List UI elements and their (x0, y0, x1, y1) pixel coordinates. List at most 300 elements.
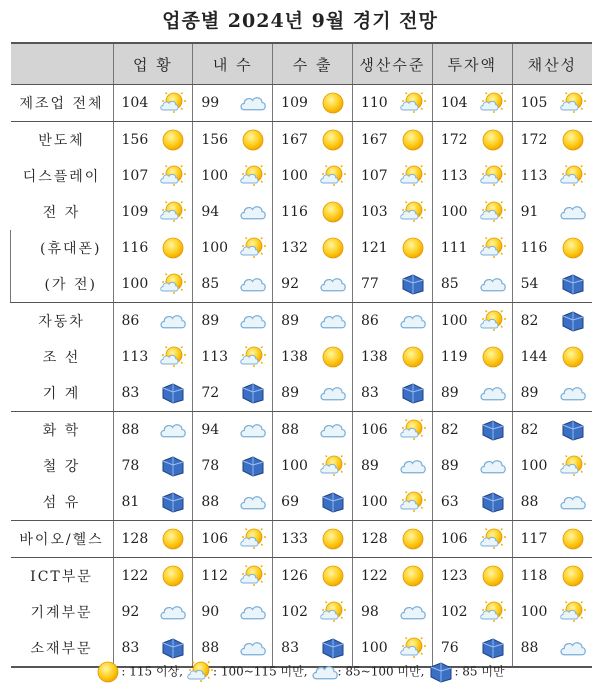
cell-production (352, 303, 432, 340)
index-value: 100 (281, 458, 308, 474)
sun-icon (560, 128, 586, 152)
sun-icon (320, 564, 346, 588)
header-domestic: 내 수 (193, 43, 273, 85)
index-value: 89 (440, 458, 459, 474)
sun-cloud-icon (480, 309, 506, 333)
cell-profitability (512, 594, 592, 630)
sun-cloud-icon (240, 527, 266, 551)
sun-icon (400, 527, 426, 551)
header-profitability: 채산성 (512, 43, 592, 85)
index-value: 89 (281, 313, 299, 329)
cell-profitability (512, 521, 592, 558)
cell-export (273, 158, 353, 194)
cell-domestic (193, 448, 273, 484)
cell-production (352, 194, 432, 230)
cell-investment (432, 194, 512, 230)
sun-icon (480, 345, 506, 369)
rain-icon (560, 309, 586, 333)
header-corner (11, 43, 114, 85)
row-label: 화 학 (42, 423, 81, 439)
cell-production (352, 412, 432, 449)
row-label: (휴대폰) (11, 230, 114, 266)
index-value: 88 (201, 640, 220, 656)
sun-icon (320, 236, 346, 260)
legend-label: : 100~115 미만, (212, 664, 308, 679)
cloud-icon (480, 454, 506, 478)
cloud-icon (240, 636, 266, 660)
cell-export (273, 194, 353, 230)
table-row (11, 194, 593, 230)
rain-icon (320, 490, 346, 514)
index-value: 100 (440, 204, 468, 220)
rain-icon (400, 272, 426, 296)
sun-cloud-icon (240, 236, 266, 260)
row-label: 자동차 (38, 314, 85, 330)
index-value: 83 (360, 385, 379, 401)
rain-icon (240, 381, 266, 405)
cell-production (352, 339, 432, 375)
legend-label: : 85~100 미만, (337, 664, 425, 679)
cell-investment (432, 85, 512, 122)
index-value: 104 (121, 95, 149, 111)
cell-industry-condition (113, 484, 193, 521)
cell-domestic (193, 266, 273, 303)
index-value: 100 (281, 168, 308, 184)
cloud-icon (312, 660, 338, 684)
sun-cloud-icon (400, 164, 426, 188)
index-value: 78 (121, 458, 140, 474)
index-value: 77 (360, 276, 379, 292)
cell-industry-condition (113, 85, 193, 122)
cell-investment (432, 122, 512, 159)
table-row (11, 339, 593, 375)
index-value: 85 (201, 276, 220, 292)
index-value: 78 (201, 458, 220, 474)
index-value: 133 (281, 531, 308, 547)
index-value: 106 (440, 531, 468, 547)
sun-cloud-icon (160, 200, 186, 224)
table-row (11, 375, 593, 412)
cell-production (352, 158, 432, 194)
sun-cloud-icon (400, 200, 426, 224)
sun-cloud-icon (560, 164, 586, 188)
sun-icon (95, 660, 121, 684)
cloud-icon (480, 381, 506, 405)
index-value: 86 (121, 313, 140, 329)
cell-export (273, 339, 353, 375)
row-label: (가 전) (11, 266, 114, 303)
row-label: 기계부문 (30, 605, 93, 621)
cell-industry-condition (113, 194, 193, 230)
index-value: 132 (281, 240, 308, 256)
cell-export (273, 448, 353, 484)
sun-cloud-icon (480, 600, 506, 624)
sun-icon (320, 200, 346, 224)
cloud-icon (480, 272, 506, 296)
sun-icon (160, 236, 186, 260)
index-value: 113 (440, 168, 468, 184)
cell-industry-condition (113, 448, 193, 484)
index-value: 89 (201, 313, 220, 329)
header-production: 생산수준 (352, 43, 432, 85)
index-value: 89 (360, 458, 379, 474)
index-value: 54 (520, 276, 539, 292)
cell-profitability (512, 558, 592, 595)
index-value: 92 (121, 604, 140, 620)
index-value: 83 (281, 640, 299, 656)
cloud-icon (400, 309, 426, 333)
sun-cloud-icon (560, 454, 586, 478)
cell-production (352, 448, 432, 484)
cell-industry-condition (113, 594, 193, 630)
cell-domestic (193, 594, 273, 630)
cell-export (273, 303, 353, 340)
index-value: 122 (121, 568, 149, 584)
sun-icon (400, 128, 426, 152)
header-export: 수 출 (273, 43, 353, 85)
index-value: 89 (281, 385, 299, 401)
rain-icon (480, 418, 506, 442)
cell-investment (432, 448, 512, 484)
cell-production (352, 521, 432, 558)
header-industry-condition: 업 황 (113, 43, 193, 85)
table-row (11, 303, 593, 340)
legend-item (95, 660, 183, 684)
rain-icon (320, 636, 346, 660)
cloud-icon (240, 600, 266, 624)
cell-domestic (193, 122, 273, 159)
sun-icon (560, 345, 586, 369)
sun-icon (320, 345, 346, 369)
index-value: 105 (520, 95, 548, 111)
cloud-icon (400, 600, 426, 624)
index-value: 122 (360, 568, 388, 584)
cloud-icon (240, 272, 266, 296)
index-value: 92 (281, 276, 299, 292)
sun-cloud-icon (240, 164, 266, 188)
sun-icon (160, 564, 186, 588)
index-value: 172 (520, 132, 548, 148)
cloud-icon (240, 309, 266, 333)
cell-domestic (193, 339, 273, 375)
cell-industry-condition (113, 558, 193, 595)
cell-industry-condition (113, 158, 193, 194)
index-value: 88 (281, 422, 299, 438)
index-value: 113 (201, 349, 229, 365)
index-value: 83 (121, 385, 140, 401)
table-row (11, 122, 593, 159)
index-value: 109 (121, 204, 149, 220)
cell-investment (432, 412, 512, 449)
row-label: 반도체 (38, 133, 85, 149)
cell-investment (432, 375, 512, 412)
index-value: 103 (360, 204, 388, 220)
rain-icon (240, 454, 266, 478)
index-value: 128 (121, 531, 149, 547)
sun-icon (320, 128, 346, 152)
sun-icon (560, 236, 586, 260)
index-value: 106 (201, 531, 229, 547)
cell-investment (432, 594, 512, 630)
index-value: 116 (281, 204, 308, 220)
cloud-icon (240, 91, 266, 115)
cloud-icon (160, 309, 186, 333)
cloud-icon (400, 454, 426, 478)
sun-cloud-icon (160, 345, 186, 369)
sun-cloud-icon (480, 200, 506, 224)
index-value: 107 (121, 168, 149, 184)
sun-icon (320, 527, 346, 551)
sun-cloud-icon (480, 236, 506, 260)
index-value: 123 (440, 568, 468, 584)
cloud-icon (240, 200, 266, 224)
index-value: 63 (440, 494, 459, 510)
cell-profitability (512, 339, 592, 375)
sun-cloud-icon (187, 660, 213, 684)
legend-item (428, 660, 504, 684)
sun-cloud-icon (560, 91, 586, 115)
table-row (11, 230, 593, 266)
index-value: 94 (201, 422, 220, 438)
index-value: 98 (360, 604, 379, 620)
cell-profitability (512, 85, 592, 122)
cloud-icon (560, 200, 586, 224)
row-label: 디스플레이 (22, 169, 101, 185)
index-value: 82 (520, 313, 539, 329)
cell-investment (432, 303, 512, 340)
index-value: 100 (440, 313, 468, 329)
rain-icon (480, 636, 506, 660)
index-value: 111 (440, 240, 468, 256)
cell-export (273, 122, 353, 159)
index-value: 109 (281, 95, 308, 111)
index-value: 116 (121, 240, 149, 256)
index-value: 128 (360, 531, 388, 547)
cell-export (273, 594, 353, 630)
cloud-icon (560, 636, 586, 660)
index-value: 106 (360, 422, 388, 438)
cell-domestic (193, 412, 273, 449)
cell-export (273, 85, 353, 122)
index-value: 88 (121, 422, 140, 438)
index-value: 89 (440, 385, 459, 401)
cell-profitability (512, 158, 592, 194)
sun-cloud-icon (560, 600, 586, 624)
sun-cloud-icon (400, 91, 426, 115)
cell-investment (432, 339, 512, 375)
table-row (11, 158, 593, 194)
table-row (11, 594, 593, 630)
cell-profitability (512, 266, 592, 303)
legend-item (312, 660, 425, 684)
index-value: 104 (440, 95, 468, 111)
sun-icon (240, 128, 266, 152)
cell-export (273, 558, 353, 595)
cell-production (352, 558, 432, 595)
legend (0, 660, 600, 684)
cell-profitability (512, 303, 592, 340)
rain-icon (160, 454, 186, 478)
legend-item (187, 660, 308, 684)
sun-cloud-icon (480, 91, 506, 115)
index-value: 83 (121, 640, 140, 656)
index-value: 156 (121, 132, 149, 148)
index-value: 117 (520, 531, 548, 547)
cell-industry-condition (113, 266, 193, 303)
index-value: 102 (281, 604, 308, 620)
index-value: 90 (201, 604, 220, 620)
index-value: 100 (121, 276, 149, 292)
sun-icon (560, 527, 586, 551)
cloud-icon (240, 490, 266, 514)
row-label: 철 강 (42, 459, 81, 475)
sun-icon (160, 527, 186, 551)
sun-icon (400, 236, 426, 260)
sun-cloud-icon (240, 564, 266, 588)
sun-icon (160, 128, 186, 152)
index-value: 100 (360, 640, 388, 656)
cloud-icon (560, 490, 586, 514)
cell-production (352, 375, 432, 412)
index-value: 91 (520, 204, 539, 220)
cell-export (273, 266, 353, 303)
cell-profitability (512, 375, 592, 412)
cell-export (273, 521, 353, 558)
sun-cloud-icon (160, 272, 186, 296)
index-value: 99 (201, 95, 220, 111)
sun-icon (560, 564, 586, 588)
cloud-icon (320, 381, 346, 405)
sun-icon (400, 345, 426, 369)
row-label: 섬 유 (11, 484, 114, 521)
sun-icon (480, 128, 506, 152)
index-value: 76 (440, 640, 459, 656)
sun-icon (400, 564, 426, 588)
sun-cloud-icon (480, 164, 506, 188)
rain-icon (428, 660, 454, 684)
cloud-icon (160, 418, 186, 442)
row-label: 바이오/헬스 (11, 521, 114, 558)
cloud-icon (160, 600, 186, 624)
cell-production (352, 484, 432, 521)
row-label: 소재부문 (11, 630, 114, 667)
cell-investment (432, 558, 512, 595)
index-value: 81 (121, 494, 140, 510)
page-title: 업종별 2024년 9월 경기 전망 (162, 10, 438, 32)
index-value: 113 (520, 168, 548, 184)
cell-domestic (193, 375, 273, 412)
cell-domestic (193, 521, 273, 558)
index-value: 102 (440, 604, 468, 620)
sun-cloud-icon (320, 164, 346, 188)
cloud-icon (240, 418, 266, 442)
cell-profitability (512, 194, 592, 230)
cell-industry-condition (113, 521, 193, 558)
cell-industry-condition (113, 412, 193, 449)
cell-production (352, 594, 432, 630)
index-value: 172 (440, 132, 468, 148)
index-value: 69 (281, 494, 299, 510)
index-value: 144 (520, 349, 548, 365)
cell-production (352, 230, 432, 266)
index-value: 86 (360, 313, 379, 329)
index-value: 82 (440, 422, 459, 438)
table-row (11, 266, 593, 303)
rain-icon (160, 490, 186, 514)
sun-icon (480, 564, 506, 588)
sun-icon (320, 91, 346, 115)
legend-label: : 115 이상, (121, 664, 183, 679)
cell-domestic (193, 558, 273, 595)
cell-domestic (193, 484, 273, 521)
cell-industry-condition (113, 375, 193, 412)
index-value: 88 (520, 640, 539, 656)
header-investment: 투자액 (432, 43, 512, 85)
table-row (11, 558, 593, 595)
index-value: 118 (520, 568, 548, 584)
table-row (11, 85, 593, 122)
cell-industry-condition (113, 230, 193, 266)
cell-domestic (193, 194, 273, 230)
sun-cloud-icon (240, 345, 266, 369)
cell-export (273, 375, 353, 412)
index-value: 100 (520, 604, 548, 620)
index-value: 88 (201, 494, 220, 510)
forecast-table (10, 42, 592, 668)
index-value: 112 (201, 568, 229, 584)
table-row (11, 448, 593, 484)
index-value: 167 (360, 132, 388, 148)
row-label: 기 계 (11, 375, 114, 412)
cell-investment (432, 521, 512, 558)
index-value: 94 (201, 204, 220, 220)
index-value: 138 (360, 349, 388, 365)
row-label: 조 선 (42, 350, 81, 366)
index-value: 100 (201, 240, 229, 256)
sun-cloud-icon (160, 164, 186, 188)
rain-icon (160, 381, 186, 405)
index-value: 121 (360, 240, 388, 256)
header-row (11, 43, 593, 85)
cell-profitability (512, 412, 592, 449)
rain-icon (400, 381, 426, 405)
cell-export (273, 412, 353, 449)
sun-cloud-icon (400, 636, 426, 660)
index-value: 156 (201, 132, 229, 148)
row-label: 제조업 전체 (11, 85, 114, 122)
sun-cloud-icon (320, 454, 346, 478)
cell-production (352, 122, 432, 159)
rain-icon (560, 272, 586, 296)
cell-production (352, 266, 432, 303)
sun-cloud-icon (160, 91, 186, 115)
cell-investment (432, 266, 512, 303)
rain-icon (480, 490, 506, 514)
index-value: 126 (281, 568, 308, 584)
sun-cloud-icon (400, 418, 426, 442)
index-value: 100 (201, 168, 229, 184)
index-value: 116 (520, 240, 548, 256)
cloud-icon (320, 272, 346, 296)
cell-export (273, 484, 353, 521)
cell-investment (432, 230, 512, 266)
index-value: 110 (360, 95, 388, 111)
cell-profitability (512, 484, 592, 521)
index-value: 138 (281, 349, 308, 365)
cloud-icon (320, 418, 346, 442)
cell-industry-condition (113, 303, 193, 340)
index-value: 119 (440, 349, 468, 365)
